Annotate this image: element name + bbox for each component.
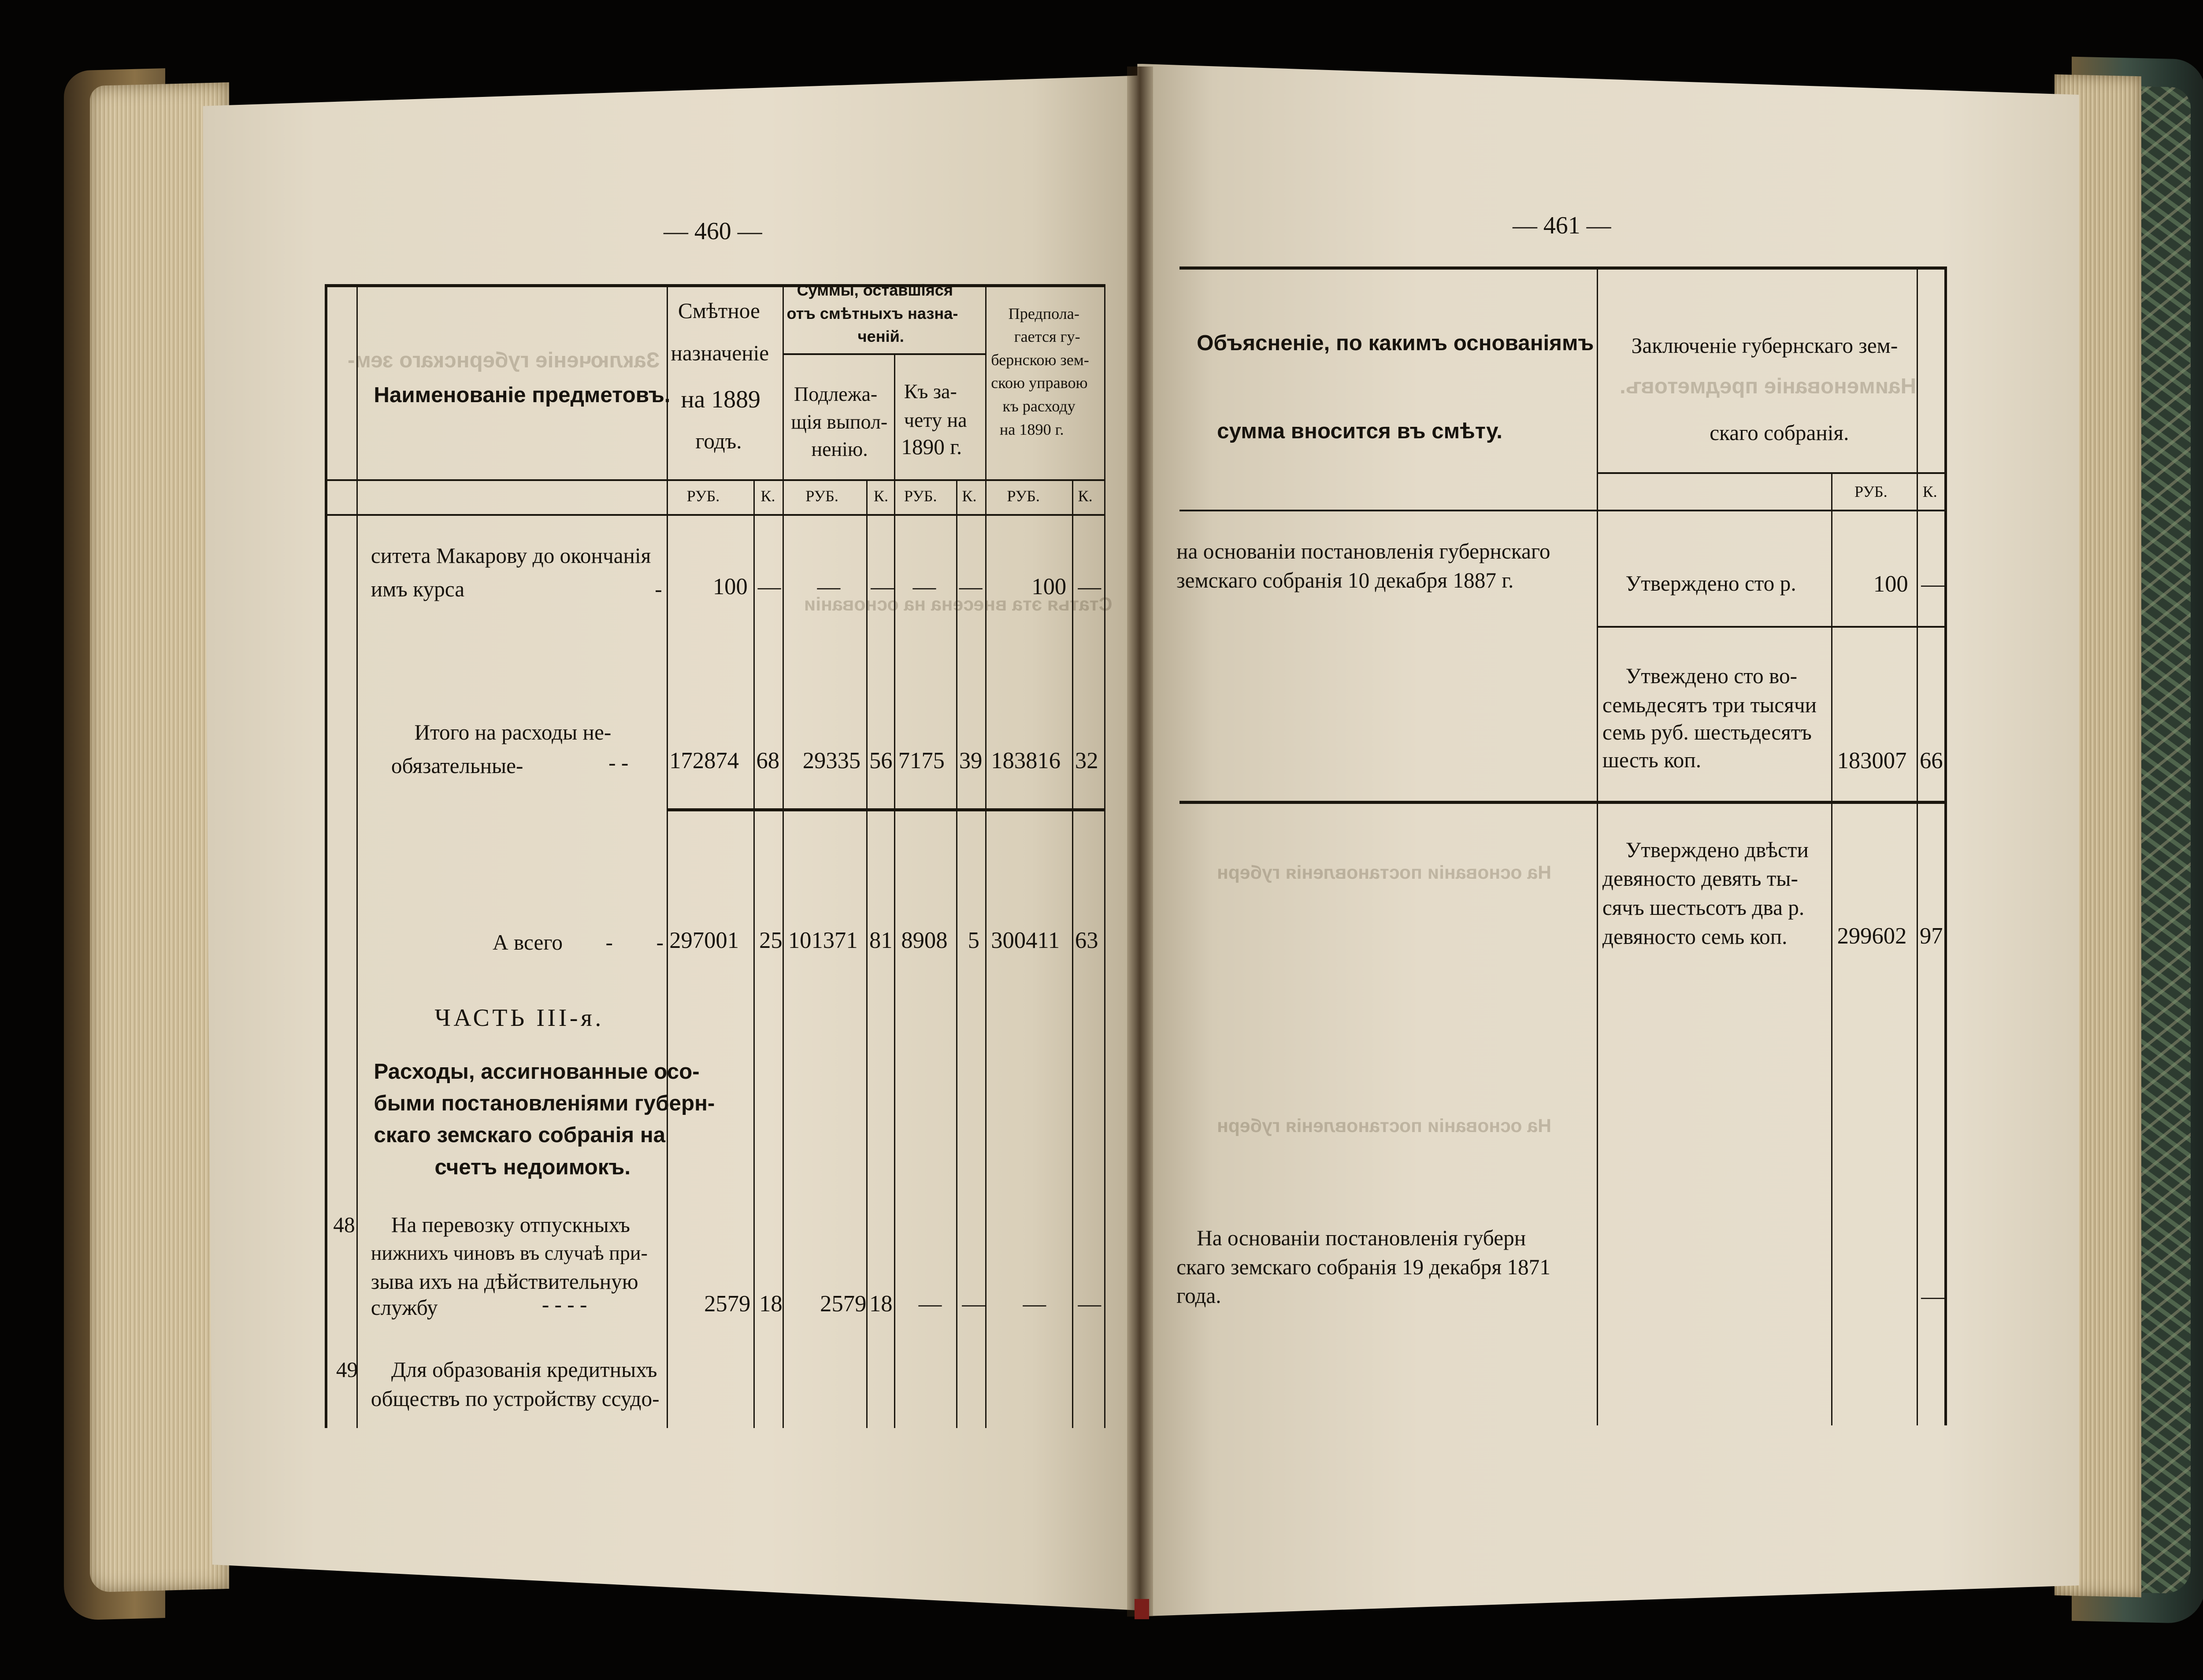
conclusion-text: Утвеждено сто во-: [1625, 664, 1798, 688]
header-credit-2: чету на: [904, 409, 967, 432]
header-estimate-1: Смѣтное: [678, 299, 760, 323]
basis-text: года.: [1176, 1284, 1221, 1308]
show-through-left: Заключеніе губернскаго зем-: [348, 348, 660, 373]
table-rule: [1597, 472, 1944, 474]
page-number: — 461 —: [1512, 212, 1611, 240]
table-rule: [1104, 284, 1105, 1428]
part-subtitle: быми постановленіями губерн-: [374, 1091, 715, 1116]
header-remaining-3: ченій.: [857, 327, 904, 346]
unit-kop: К.: [1922, 483, 1937, 500]
cell-value: 81: [869, 927, 893, 953]
row-dash: -: [656, 930, 664, 955]
table-rule: [1831, 472, 1832, 1425]
cell-value: 297001: [669, 927, 739, 953]
cell-dash: —: [959, 574, 983, 600]
header-payable-1: Подлежа-: [794, 383, 878, 406]
row-text: службу: [371, 1295, 438, 1320]
cell-value: 101371: [788, 927, 858, 953]
cell-dash: —: [918, 1291, 942, 1317]
table-rule: [866, 479, 868, 1428]
conclusion-text: сячъ шестьсотъ два р.: [1602, 896, 1805, 920]
cell-value: 68: [756, 747, 780, 773]
conclusion-text: Утверждено двѣсти: [1625, 837, 1809, 862]
header-remaining-1: Суммы, оставшіяся: [797, 281, 953, 299]
header-explanation: Объясненіе, по какимъ основаніямъ: [1197, 330, 1594, 355]
conclusion-text: шесть коп.: [1602, 747, 1702, 772]
header-estimate-4: годъ.: [695, 429, 742, 454]
row-text: Итого на расходы не-: [414, 720, 612, 745]
cell-value: 100: [712, 574, 748, 600]
show-through-right: Наименованіе предметовъ.: [1620, 374, 1917, 399]
unit-kop: К.: [760, 487, 775, 505]
header-credit-1: Къ за-: [904, 380, 957, 403]
cell-value: 18: [869, 1291, 893, 1317]
row-text: нижнихъ чиновъ въ случаѣ при-: [371, 1242, 648, 1265]
table-rule: [753, 479, 755, 1428]
cell-value: 2579: [820, 1291, 867, 1317]
table-rule: [956, 479, 957, 1428]
show-through-left: Статья эта внесена на основаніи: [804, 594, 1113, 615]
row-text: Для образованія кредитныхъ: [391, 1358, 657, 1382]
header-proposed-6: на 1890 г.: [999, 420, 1064, 438]
cell-dash: —: [912, 574, 936, 600]
row-dash: -: [605, 930, 613, 955]
table-rule: [1944, 266, 1947, 1425]
row-dash: -: [655, 577, 662, 601]
table-rule: [667, 284, 668, 1428]
show-through-right: На основаніи постановленія губерн: [1217, 862, 1552, 883]
header-name: Наименованіе предметовъ.: [374, 383, 671, 407]
cell-dash: —: [817, 574, 841, 600]
header-proposed-5: къ расходу: [1002, 397, 1076, 415]
basis-text: на основаніи постановленія губернскаго: [1176, 539, 1550, 564]
cell-value: 29335: [802, 747, 861, 773]
row-text: А всего: [493, 930, 563, 955]
row-dash: - - - -: [541, 1292, 587, 1317]
table-rule: [894, 353, 895, 1428]
header-proposed-2: гается гу-: [1014, 328, 1080, 346]
part-subtitle: скаго земскаго собранія на: [374, 1123, 666, 1147]
table-rule: [667, 808, 1104, 811]
cell-value: 2579: [704, 1291, 751, 1317]
cell-value: 300411: [991, 927, 1060, 953]
cell-value: 8908: [901, 927, 948, 953]
cell-value: 5: [968, 927, 979, 953]
cell-dash: —: [1921, 1284, 1944, 1310]
table-rule: [325, 479, 1104, 481]
row-number: 49: [336, 1358, 358, 1382]
conclusion-text: семьдесятъ три тысячи: [1602, 692, 1817, 717]
cell-value: 56: [869, 747, 893, 773]
cell-value: 66: [1919, 747, 1943, 773]
unit-kop: К.: [1078, 487, 1093, 505]
header-payable-3: ненію.: [811, 438, 868, 461]
table-rule: [1179, 266, 1944, 270]
header-estimate-2: назначеніе: [671, 340, 769, 365]
table-rule: [1597, 626, 1944, 628]
cell-value: 100: [1031, 574, 1067, 600]
cell-value: 183007: [1837, 747, 1907, 773]
cell-value: 18: [759, 1291, 783, 1317]
cell-value: 32: [1075, 747, 1098, 773]
header-proposed-1: Предпола-: [1008, 304, 1079, 322]
cell-value: 183816: [991, 747, 1061, 773]
table-rule: [1179, 510, 1944, 511]
cell-dash: —: [1921, 571, 1944, 597]
conclusion-text: семь руб. шестьдесятъ: [1602, 720, 1812, 745]
table-rule: [1917, 266, 1918, 1425]
unit-kop: К.: [962, 487, 977, 505]
cell-dash: —: [1078, 574, 1102, 600]
header-estimate-3: на 1889: [681, 385, 760, 413]
basis-text: земскаго собранія 10 декабря 1887 г.: [1176, 568, 1514, 592]
conclusion-text: девяносто девять ты-: [1602, 866, 1798, 891]
cell-value: 39: [959, 747, 983, 773]
row-text: ситета Макарову до окончанія: [371, 544, 651, 568]
table-rule: [1072, 479, 1073, 1428]
row-text: обязательные-: [391, 753, 523, 778]
cell-dash: —: [962, 1291, 986, 1317]
cell-dash: —: [1078, 1291, 1102, 1317]
cell-value: 63: [1075, 927, 1098, 953]
table-rule: [1597, 266, 1598, 1425]
conclusion-text: Утверждено сто р.: [1625, 571, 1796, 596]
unit-rub: РУБ.: [805, 487, 838, 505]
basis-text: На основаніи постановленія губерн: [1197, 1225, 1526, 1250]
header-payable-2: щія выпол-: [791, 410, 888, 433]
cell-dash: —: [757, 574, 781, 600]
page-number: — 460 —: [664, 218, 762, 245]
table-rule: [325, 514, 1104, 516]
header-remaining-2: отъ смѣтныхъ назна-: [786, 304, 958, 322]
table-rule: [985, 284, 987, 1428]
cell-dash: —: [1023, 1291, 1046, 1317]
basis-text: скаго земскаго собранія 19 декабря 1871: [1176, 1254, 1550, 1279]
row-text: обществъ по устройству ссудо-: [371, 1386, 660, 1411]
row-text: На перевозку отпускныхъ: [391, 1213, 630, 1237]
row-number: 48: [333, 1213, 355, 1237]
table-rule: [783, 353, 985, 355]
table-rule: [356, 284, 358, 1428]
cell-value: 25: [759, 927, 783, 953]
part-subtitle: счетъ недоимокъ.: [434, 1155, 631, 1179]
unit-rub: РУБ.: [904, 487, 937, 505]
header-credit-3: 1890 г.: [901, 435, 962, 459]
spine-ribbon: [1135, 1599, 1149, 1619]
table-rule: [783, 284, 784, 1428]
header-explanation: сумма вносится въ смѣту.: [1217, 419, 1502, 444]
right-page: [1137, 64, 2079, 1617]
conclusion-text: девяносто семь коп.: [1602, 924, 1788, 949]
header-conclusion: скаго собранія.: [1710, 420, 1849, 445]
table-rule: [325, 284, 1104, 287]
row-text: зыва ихъ на дѣйствительную: [371, 1269, 638, 1294]
part-subtitle: Расходы, ассигнованные осо-: [374, 1059, 700, 1084]
unit-kop: К.: [873, 487, 888, 505]
row-text: имъ курса: [371, 577, 465, 601]
cell-value: 172874: [669, 747, 739, 773]
row-dash: - -: [608, 751, 629, 775]
cell-value: 100: [1873, 571, 1908, 597]
unit-rub: РУБ.: [686, 487, 720, 505]
unit-rub: РУБ.: [1007, 487, 1040, 505]
unit-rub: РУБ.: [1854, 483, 1888, 500]
header-proposed-3: бернскою зем-: [991, 351, 1089, 369]
cell-value: 7175: [898, 747, 945, 773]
header-proposed-4: скою управою: [991, 374, 1088, 392]
gutter-shadow: [1127, 67, 1153, 1616]
header-conclusion: Заключеніе губернскаго зем-: [1631, 333, 1898, 358]
cell-value: 299602: [1837, 923, 1907, 949]
cell-dash: —: [871, 574, 894, 600]
show-through-right: На основаніи постановленія губерн: [1217, 1115, 1552, 1136]
part-title: ЧАСТЬ III-я.: [434, 1004, 604, 1032]
table-rule: [325, 284, 327, 1428]
cell-value: 97: [1919, 923, 1943, 949]
table-rule: [1179, 801, 1944, 804]
